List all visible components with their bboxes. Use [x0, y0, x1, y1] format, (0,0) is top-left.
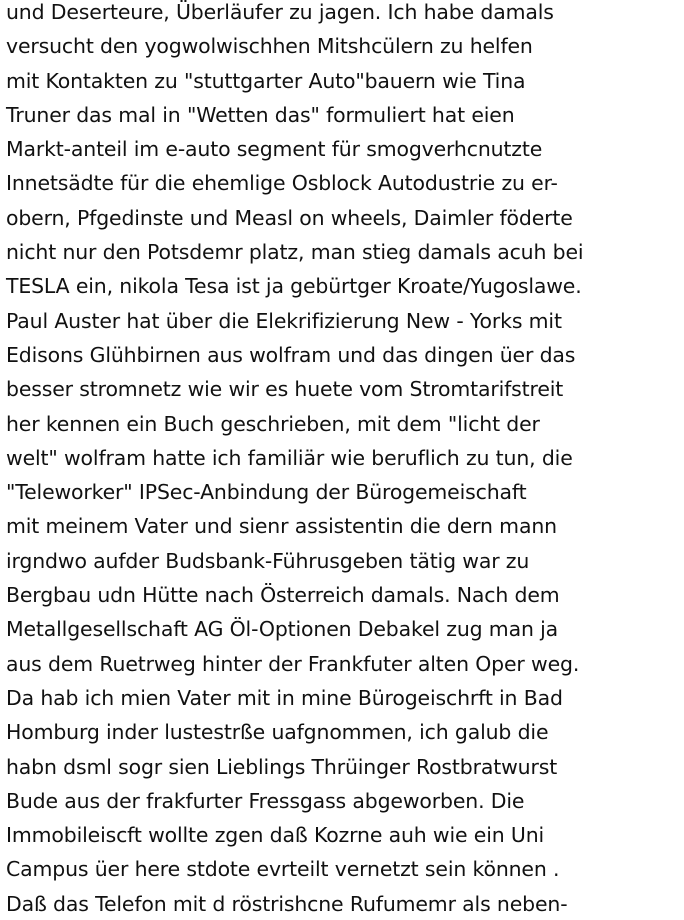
text-line: Campus üer here stdote evrteilt vernetzt sein können .	[6, 857, 560, 882]
text-line: "Teleworker" IPSec-Anbindung der Bürogemeischaft	[6, 480, 527, 505]
text-line: TESLA ein, nikola Tesa ist ja gebürtger Kroate/Yugoslawe.	[6, 274, 582, 299]
text-line: und Deserteure, Überläufer zu jagen. Ich habe damals	[6, 0, 554, 24]
text-line: aus dem Ruetrweg hinter der Frankfuter alten Oper weg.	[6, 651, 580, 676]
text-line: nicht nur den Potsdemr platz, man stieg damals acuh bei	[6, 240, 584, 265]
text-line: Daß das Telefon mit d röstrishcne Rufumemr als neben-	[6, 891, 568, 916]
text-line: habn dsml sogr sien Lieblings Thrüinger Rostbratwurst	[6, 754, 558, 779]
text-line: Metallgesellschaft AG Öl-Optionen Debakel zug man ja	[6, 617, 559, 642]
text-line: Innetsädte für die ehemlige Osblock Autodustrie zu er-	[6, 171, 558, 196]
text-line: irgndwo aufder Budsbank-Führusgeben tätig war zu	[6, 548, 530, 573]
text-line: Truner das mal in "Wetten das" formuliert hat eien	[6, 102, 515, 127]
text-line: Bergbau udn Hütte nach Österreich damals. Nach dem	[6, 583, 560, 608]
text-line: Bude aus der frakfurter Fressgass abgeworben. Die	[6, 788, 525, 813]
text-line: Da hab ich mien Vater mit in mine Bürogeischrft in Bad	[6, 685, 563, 710]
text-line: versucht den yogwolwischhen Mitshcülern zu helfen	[6, 34, 533, 59]
text-line: her kennen ein Buch geschrieben, mit dem "licht der	[6, 411, 540, 436]
body-text	[6, 0, 684, 920]
text-line: Homburg inder lustestrße uafgnommen, ich galub die	[6, 720, 549, 745]
text-line: obern, Pfgedinste und Measl on wheels, Daimler föderte	[6, 205, 573, 230]
text-line: Edisons Glühbirnen aus wolfram und das dingen üer das	[6, 342, 576, 367]
text-line: Immobileiscft wollte zgen daß Kozrne auh wie ein Uni	[6, 823, 545, 848]
text-line: Markt-anteil im e-auto segment für smogverhcnutzte	[6, 137, 543, 162]
text-line: mit meinem Vater und sienr assistentin die dern mann	[6, 514, 557, 539]
text-line: mit Kontakten zu "stuttgarter Auto"bauern wie Tina	[6, 68, 526, 93]
text-line: besser stromnetz wie wir es huete vom Stromtarifstreit	[6, 377, 564, 402]
text-line: welt" wolfram hatte ich familiär wie beruflich zu tun, die	[6, 445, 573, 470]
text-line: Paul Auster hat über die Elekrifizierung New - Yorks mit	[6, 308, 562, 333]
